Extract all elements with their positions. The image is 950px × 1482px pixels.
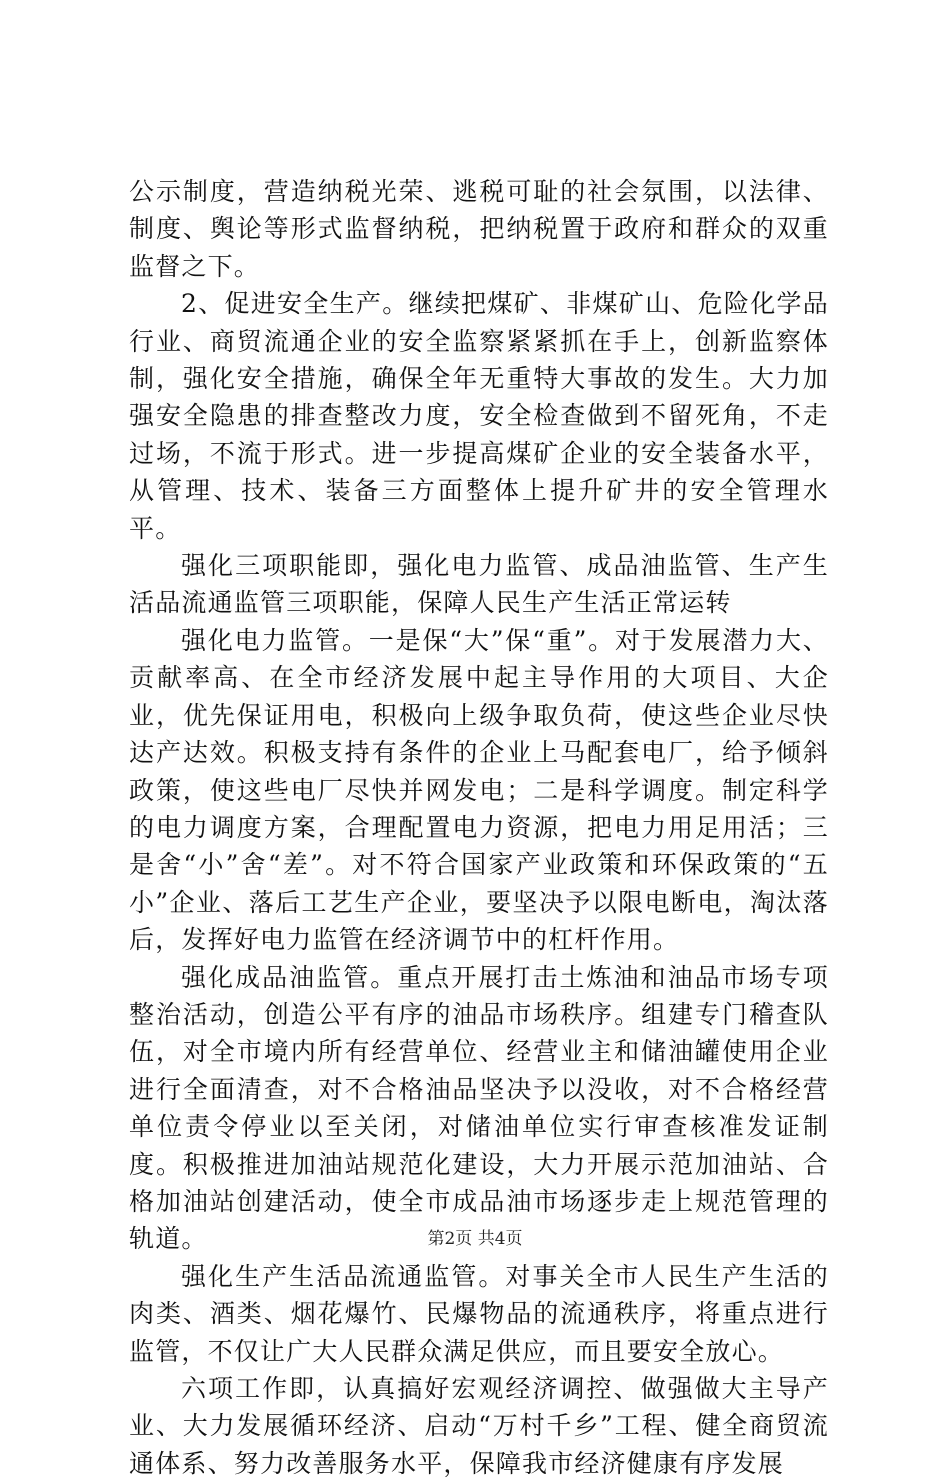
paragraph-safety-production: 2、促进安全生产。继续把煤矿、非煤矿山、危险化学品行业、商贸流通企业的安全监察紧紧抓在手上，创新监察体制，强化安全措施，确保全年无重特大事故的发生。大力加强安全隐患的排查整改力度，安全检查做到不留死角，不走过场，不流于形式。进一步提高煤矿企业的安全装备水平，从管理、技术、装备三方面整体上提升矿井的安全管理水平。 bbox=[129, 289, 829, 543]
page-number-footer: 第2页 共4页 bbox=[427, 1229, 523, 1249]
paragraph-three-functions: 强化三项职能即，强化电力监管、成品油监管、生产生活品流通监管三项职能，保障人民生产生活正常运转 bbox=[129, 551, 829, 618]
paragraph-power-supervision: 强化电力监管。一是保“大”保“重”。对于发展潜力大、贡献率高、在全市经济发展中起主导作用的大项目、大企业，优先保证用电，积极向上级争取负荷，使这些企业尽快达产达效。积极支持有条件的企业上马配套电厂，给予倾斜政策，使这些电厂尽快并网发电；二是科学调度。制定科学的电力调度方案，合理配置电力资源，把电力用足用活；三是舍“小”舍“差”。对不符合国家产业政策和环保政策的“五小”企业、落后工艺生产企业，要坚决予以限电断电，淘汰落后，发挥好电力监管在经济调节中的杠杆作用。 bbox=[129, 625, 829, 955]
paragraph-oil-supervision: 强化成品油监管。重点开展打击土炼油和油品市场专项整治活动，创造公平有序的油品市场秩序。组建专门稽查队伍，对全市境内所有经营单位、经营业主和储油罐使用企业进行全面清查，对不合格油品坚决予以没收，对不合格经营单位责令停业以至关闭，对储油单位实行审查核准发证制度。积极推进加油站规范化建设，大力开展示范加油站、合格加油站创建活动，使全市成品油市场逐步走上规范管理的轨道。 bbox=[129, 962, 829, 1254]
paragraph-six-tasks: 六项工作即，认真搞好宏观经济调控、做强做大主导产业、大力发展循环经济、启动“万村千乡”工程、健全商贸流通体系、努力改善服务水平，保障我市经济健康有序发展 bbox=[129, 1374, 829, 1478]
paragraph-goods-circulation: 强化生产生活品流通监管。对事关全市人民生产生活的肉类、酒类、烟花爆竹、民爆物品的流通秩序，将重点进行监管，不仅让广大人民群众满足供应，而且要安全放心。 bbox=[129, 1261, 829, 1366]
document-body bbox=[129, 173, 829, 1482]
paragraph-tax-disclosure: 公示制度，营造纳税光荣、逃税可耻的社会氛围，以法律、制度、舆论等形式监督纳税，把纳税置于政府和群众的双重监督之下。 bbox=[129, 177, 829, 281]
